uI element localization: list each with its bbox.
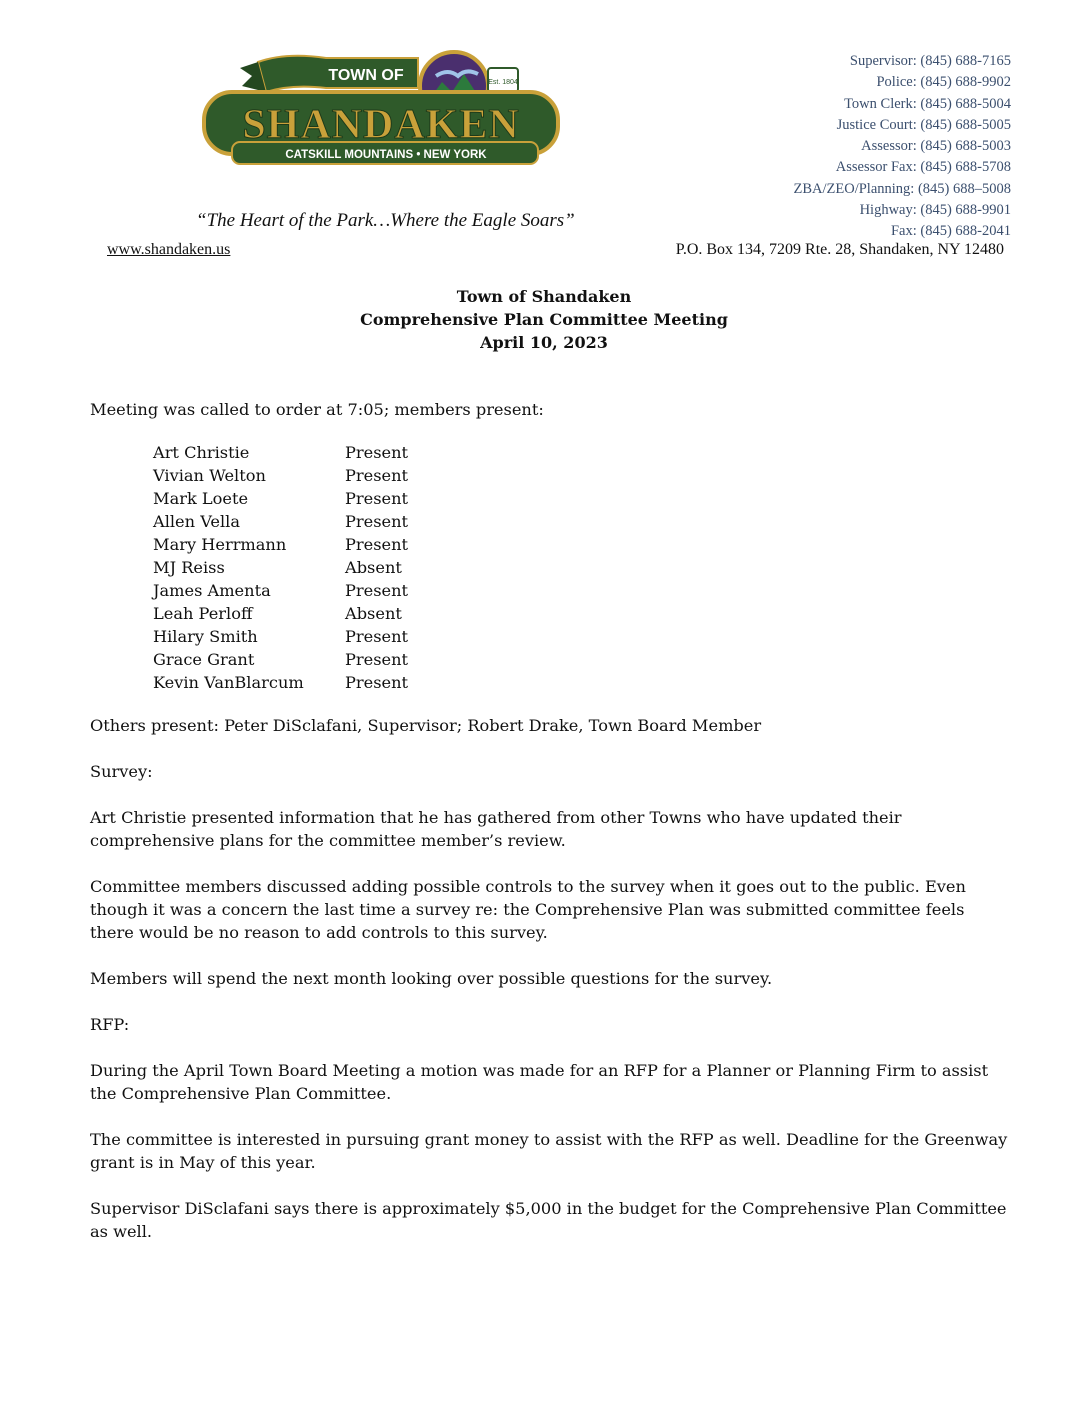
contact-directory <box>794 51 1012 243</box>
table-row <box>153 441 408 464</box>
town-tagline: “The Heart of the Park…Where the Eagle Soars” <box>196 210 575 231</box>
contact-town-clerk: Town Clerk: (845) 688-5004 <box>844 95 1011 112</box>
logo-subtitle: CATSKILL MOUNTAINS • NEW YORK <box>285 149 487 161</box>
member-status: Present <box>345 443 409 462</box>
member-name: Art Christie <box>153 443 250 462</box>
table-row <box>153 556 408 579</box>
contact-justice-court: Justice Court: (845) 688-5005 <box>836 116 1011 133</box>
member-name: Hilary Smith <box>153 627 258 646</box>
member-name: Kevin VanBlarcum <box>153 673 304 692</box>
member-name: Leah Perloff <box>153 604 253 623</box>
rfp-paragraph: The committee is interested in pursuing grant money to assist with the RFP as well. Deadline for the Greenway grant is in May of this year. <box>90 1130 1008 1172</box>
survey-paragraph: Committee members discussed adding possible controls to the survey when it goes out to the public. Even though it was a concern the last time a survey re: the Comprehensive Plan was submitted committee feels there would be no reason to add controls to this survey. <box>90 877 966 942</box>
member-status: Present <box>345 673 409 692</box>
survey-heading: Survey: <box>90 762 153 781</box>
contact-fax: Fax: (845) 688-2041 <box>890 223 1011 240</box>
member-status: Absent <box>345 558 402 577</box>
contact-highway: Highway: (845) 688-9901 <box>859 202 1011 219</box>
member-status: Absent <box>345 604 402 623</box>
member-name: Mary Herrmann <box>153 535 287 554</box>
table-row <box>153 510 408 533</box>
title-town: Town of Shandaken <box>456 287 632 306</box>
member-status: Present <box>345 466 409 485</box>
attendance-roster <box>153 441 408 694</box>
table-row <box>153 487 408 510</box>
rfp-paragraph: During the April Town Board Meeting a motion was made for an RFP for a Planner or Planning Firm to assist the Comprehensive Plan Committee. <box>90 1061 989 1103</box>
town-logo <box>196 46 568 174</box>
contact-zba-zeo-planning: ZBA/ZEO/Planning: (845) 688–5008 <box>793 180 1011 197</box>
document-title <box>0 285 1088 354</box>
table-row <box>153 625 408 648</box>
logo-banner-text: TOWN OF <box>328 67 404 84</box>
logo-est-text: Est. 1804 <box>488 79 518 86</box>
table-row <box>153 648 408 671</box>
contact-assessor-fax: Assessor Fax: (845) 688-5708 <box>835 159 1011 176</box>
member-name: Vivian Welton <box>153 466 266 485</box>
call-to-order: Meeting was called to order at 7:05; members present: <box>90 400 544 419</box>
member-status: Present <box>345 650 409 669</box>
contact-assessor: Assessor: (845) 688-5003 <box>861 138 1011 155</box>
contact-supervisor: Supervisor: (845) 688-7165 <box>849 53 1011 69</box>
member-status: Present <box>345 627 409 646</box>
member-name: James Amenta <box>153 581 271 600</box>
member-status: Present <box>345 489 409 508</box>
member-status: Present <box>345 535 409 554</box>
member-name: MJ Reiss <box>153 558 225 577</box>
table-row <box>153 602 408 625</box>
others-present: Others present: Peter DiSclafani, Supervisor; Robert Drake, Town Board Member <box>90 716 762 735</box>
member-status: Present <box>345 581 409 600</box>
table-row <box>153 533 408 556</box>
title-meeting: Comprehensive Plan Committee Meeting <box>360 310 728 329</box>
meeting-minutes <box>90 398 1010 1243</box>
table-row <box>153 671 408 694</box>
website-link[interactable]: www.shandaken.us <box>107 241 231 258</box>
member-name: Allen Vella <box>153 512 240 531</box>
member-name: Grace Grant <box>153 650 255 669</box>
title-date: April 10, 2023 <box>480 333 608 352</box>
member-status: Present <box>345 512 409 531</box>
survey-paragraph: Art Christie presented information that he has gathered from other Towns who have updated their comprehensive plans for the committee member’s review. <box>90 808 902 850</box>
table-row <box>153 579 408 602</box>
member-name: Mark Loete <box>153 489 249 508</box>
rfp-paragraph: Supervisor DiSclafani says there is approximately $5,000 in the budget for the Comprehensive Plan Committee as well. <box>90 1199 1007 1241</box>
survey-paragraph: Members will spend the next month looking over possible questions for the survey. <box>90 969 773 988</box>
table-row <box>153 464 408 487</box>
mailing-address: P.O. Box 134, 7209 Rte. 28, Shandaken, NY 12480 <box>675 241 1004 258</box>
contact-police: Police: (845) 688-9902 <box>876 74 1011 91</box>
rfp-heading: RFP: <box>90 1015 130 1034</box>
logo-town-name: SHANDAKEN <box>242 102 520 148</box>
